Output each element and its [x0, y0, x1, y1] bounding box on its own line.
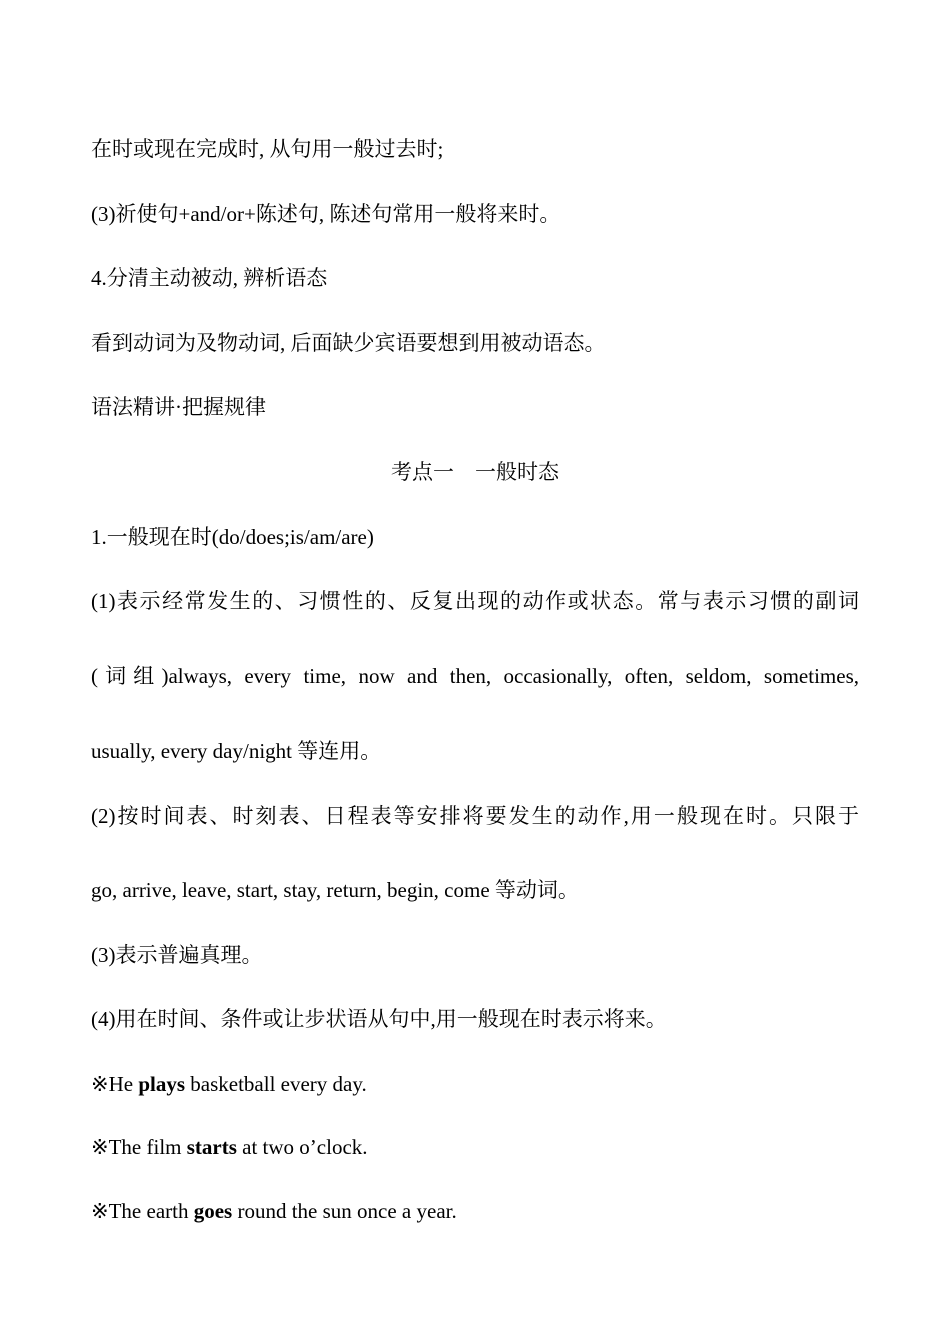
example-sentence	[91, 1134, 368, 1160]
text-line: usually, every day/night 等连用。	[91, 739, 382, 763]
text-line: (词组)always, every time, now and then, occasionally, often, seldom, sometimes,	[91, 664, 859, 688]
text-line: (2)按时间表、时刻表、日程表等安排将要发生的动作,用一般现在时。只限于	[91, 804, 859, 828]
text-line: 看到动词为及物动词, 后面缺少宾语要想到用被动语态。	[91, 331, 606, 355]
example-verb: starts	[186, 1135, 237, 1159]
text-line: (3)祈使句+and/or+陈述句, 陈述句常用一般将来时。	[91, 202, 561, 226]
subsection-heading: 1.一般现在时(do/does;is/am/are)	[91, 525, 374, 549]
text-line: (4)用在时间、条件或让步状语从句中,用一般现在时表示将来。	[91, 1007, 667, 1031]
section-label: 语法精讲·把握规律	[91, 395, 266, 419]
example-prefix: ※The earth	[91, 1199, 194, 1223]
example-suffix: at two o’clock.	[236, 1135, 368, 1159]
example-sentence	[91, 1198, 457, 1224]
topic-heading: 考点一 一般时态	[391, 460, 559, 484]
example-verb: goes	[193, 1199, 233, 1223]
example-sentence	[91, 1071, 367, 1097]
text-line: (3)表示普遍真理。	[91, 943, 263, 967]
section-heading: 4.分清主动被动, 辨析语态	[91, 266, 328, 290]
example-prefix: ※He	[91, 1072, 139, 1096]
text-line: go, arrive, leave, start, stay, return, begin, come 等动词。	[91, 878, 579, 902]
text-line: (1)表示经常发生的、习惯性的、反复出现的动作或状态。常与表示习惯的副词	[91, 589, 859, 613]
text-line: 在时或现在完成时, 从句用一般过去时;	[91, 137, 444, 161]
example-suffix: round the sun once a year.	[232, 1199, 457, 1223]
example-verb: plays	[138, 1072, 186, 1096]
example-prefix: ※The film	[91, 1135, 187, 1159]
example-suffix: basketball every day.	[185, 1072, 367, 1096]
